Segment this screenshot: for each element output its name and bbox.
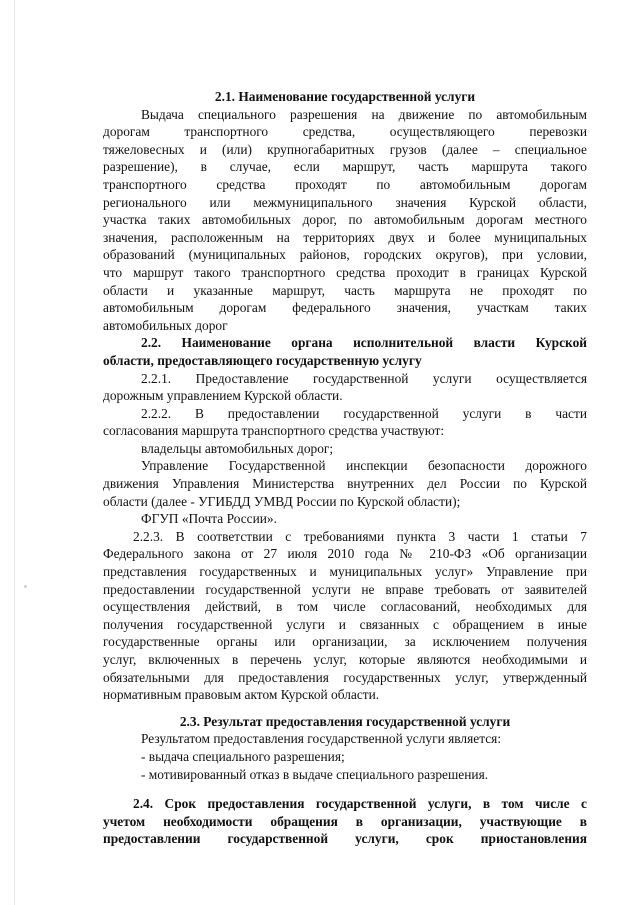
text-line: участка таких автомобильных дорог, по автомобильным дорогам местного [103,212,587,228]
text-line: предоставлении государственной услуги, срок приостановления [103,831,587,847]
text-line: осуществления действий, в том числе согласований, необходимых для [103,599,587,615]
text-line: услуг, включенных в перечень услуг, которые являются необходимыми и [103,652,587,667]
text-line: 2.4. Срок предоставления государственной услуги, в том числе с [133,796,587,812]
text-line: 2.2. Наименование органа исполнительной власти Курской [141,335,587,351]
text-line: значения, расположенным на территориях двух и более муниципальных [103,229,587,245]
text-line: 2.2.1. Предоставление государственной услуги осуществляется [141,370,587,386]
text-line: дорогам транспортного средства, осуществляющего перевозки [103,124,587,140]
scan-speck [24,585,27,588]
section-heading: 2.3. Результат предоставления государственной услуги [179,713,511,729]
text-line: получения государственной услуги и связанных с обращением в иные [103,616,587,632]
text-line: тяжеловесных и (или) крупногабаритных грузов (далее – специальное [103,141,587,157]
text-line: обязательными для предоставления государственных услуг, утвержденный [103,669,587,685]
text-line: представления государственных и муниципальных услуг» Управление при [103,564,587,580]
text-line: учетом необходимости обращения в организации, участвующие в [103,813,587,829]
text-line: что маршрут такого транспортного средства проходит в границах Курской [103,264,587,280]
text-line: Результатом предоставления государственной услуги является: [141,731,502,747]
text-line: транспортного средства проходят по автомобильным дорогам [103,176,587,192]
text-line: ФГУП «Почта России». [141,511,277,527]
text-line: государственные органы или организации, за исключением получения [103,634,587,650]
text-line: нормативным правовым актом Курской области. [103,687,380,703]
text-line: области (далее - УГИБДД УМВД России по Курской области); [103,493,461,509]
text-line: предоставлении государственной услуги не вправе требовать от заявителей [103,581,587,597]
scan-edge [14,0,15,905]
text-line: образований (муниципальных районов, городских округов), при условии, [103,247,587,263]
text-line: автомобильных дорог [103,317,228,333]
text-line: движения Управления Министерства внутренних дел России по Курской [103,476,587,492]
text-line: дорожным управлением Курской области. [103,388,343,404]
document-text [103,88,587,848]
text-line: владельцы автомобильных дорог; [141,440,334,456]
text-line: Выдача специального разрешения на движение по автомобильным [141,106,587,122]
text-line: регионального или межмуниципального значения Курской области, [103,194,587,210]
section-heading: 2.1. Наименование государственной услуги [214,89,476,104]
text-line: Федерального закона от 27 июля 2010 года № 210-ФЗ «Об организации [103,546,587,562]
text-line: - мотивированный отказ в выдаче специального разрешения. [141,766,489,782]
text-line: автомобильным дорогам федерального значения, участкам таких [103,300,587,316]
text-line: Управление Государственной инспекции безопасности дорожного [141,458,587,474]
paragraph-gap [103,783,587,795]
text-line: 2.2.3. В соответствии с требованиями пункта 3 части 1 статьи 7 [133,528,587,544]
text-line: разрешение), в случае, если маршрут, часть маршрута такого [103,159,587,175]
paragraph-gap [103,704,587,713]
text-line: области, предоставляющего государственную услугу [103,352,422,368]
text-line: 2.2.2. В предоставлении государственной услуги в части [141,405,587,421]
text-line: согласования маршрута транспортного средства участвуют: [103,423,445,439]
text-line: - выдача специального разрешения; [141,748,345,764]
text-line: области и указанные маршрут, часть маршрута не проходят по [103,282,587,298]
